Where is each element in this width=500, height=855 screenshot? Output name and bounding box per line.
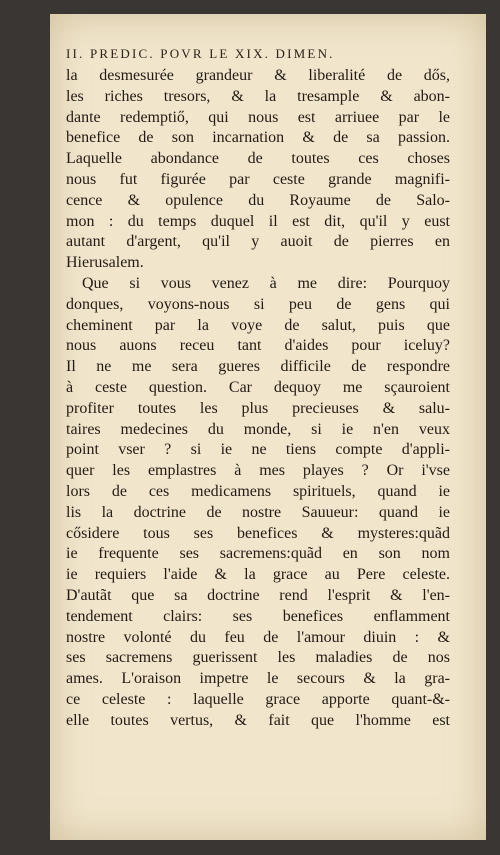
text-line: taires medecines du monde, si ie n'en veux [66, 420, 450, 438]
text-line: lis la doctrine de nostre Sauueur: quand ie [66, 503, 450, 521]
text-line: D'autãt que sa doctrine rend l'esprit & l'en- [66, 586, 450, 604]
text-line: autant d'argent, qu'il y auoit de pierres en [66, 233, 450, 251]
text-line: dante redemptiő, qui nous est arriuee par le [66, 108, 450, 126]
text-line: nostre volonté du feu de l'amour diuin : & [66, 628, 450, 646]
text-line: nous fut figurée par ceste grande magnifi- [66, 170, 450, 188]
text-line: elle toutes vertus, & fait que l'homme est [66, 711, 450, 729]
running-head: II. PREDIC. POVR LE XIX. DIMEN. [66, 46, 335, 61]
text-line: quer les emplastres à mes playes ? Or i'vse [66, 462, 450, 480]
text-line: ses sacremens guerissent les maladies de nos [66, 649, 450, 667]
text-line: cheminent par la voye de salut, puis que [66, 316, 450, 334]
text-line: les riches tresors, & la tresample & abon- [66, 87, 450, 105]
text-line: Laquelle abondance de toutes ces choses [66, 150, 450, 168]
text-line: lors de ces medicamens spirituels, quand ie [66, 482, 450, 500]
text-line: ie requiers l'aide & la grace au Pere celeste. [66, 566, 450, 584]
text-line: mon : du temps duquel il est dit, qu'il y eust [66, 212, 450, 230]
text-line: à ceste question. Car dequoy me sçauroient [66, 378, 450, 396]
body-text [66, 66, 450, 732]
text-line: point vser ? si ie ne tiens compte d'appli- [66, 441, 450, 459]
text-line: ce celeste : laquelle grace apporte quant-&- [66, 690, 450, 708]
text-line: Il ne me sera gueres difficile de respondre [66, 358, 450, 376]
text-line: donques, voyons-nous si peu de gens qui [66, 295, 450, 313]
text-line: cősidere tous ses benefices & mysteres:quãd [66, 524, 450, 542]
text-line: benefice de son incarnation & de sa passion. [66, 129, 450, 147]
text-line: la desmesurée grandeur & liberalité de dős, [66, 67, 450, 84]
text-line: ie frequente ses sacremens:quãd en son nom [66, 545, 450, 563]
text-line: profiter toutes les plus precieuses & salu- [66, 399, 450, 417]
text-line: ames. L'oraison impetre le secours & la gra- [66, 670, 450, 688]
text-line: nous auons receu tant d'aides pour iceluy? [66, 337, 450, 355]
text-line: tendement clairs: ses benefices enflamment [66, 607, 450, 625]
text-line: Que si vous venez à me dire: Pourquoy [82, 274, 450, 292]
text-line: Hierusalem. [66, 254, 144, 272]
text-line: cence & opulence du Royaume de Salo- [66, 191, 450, 209]
